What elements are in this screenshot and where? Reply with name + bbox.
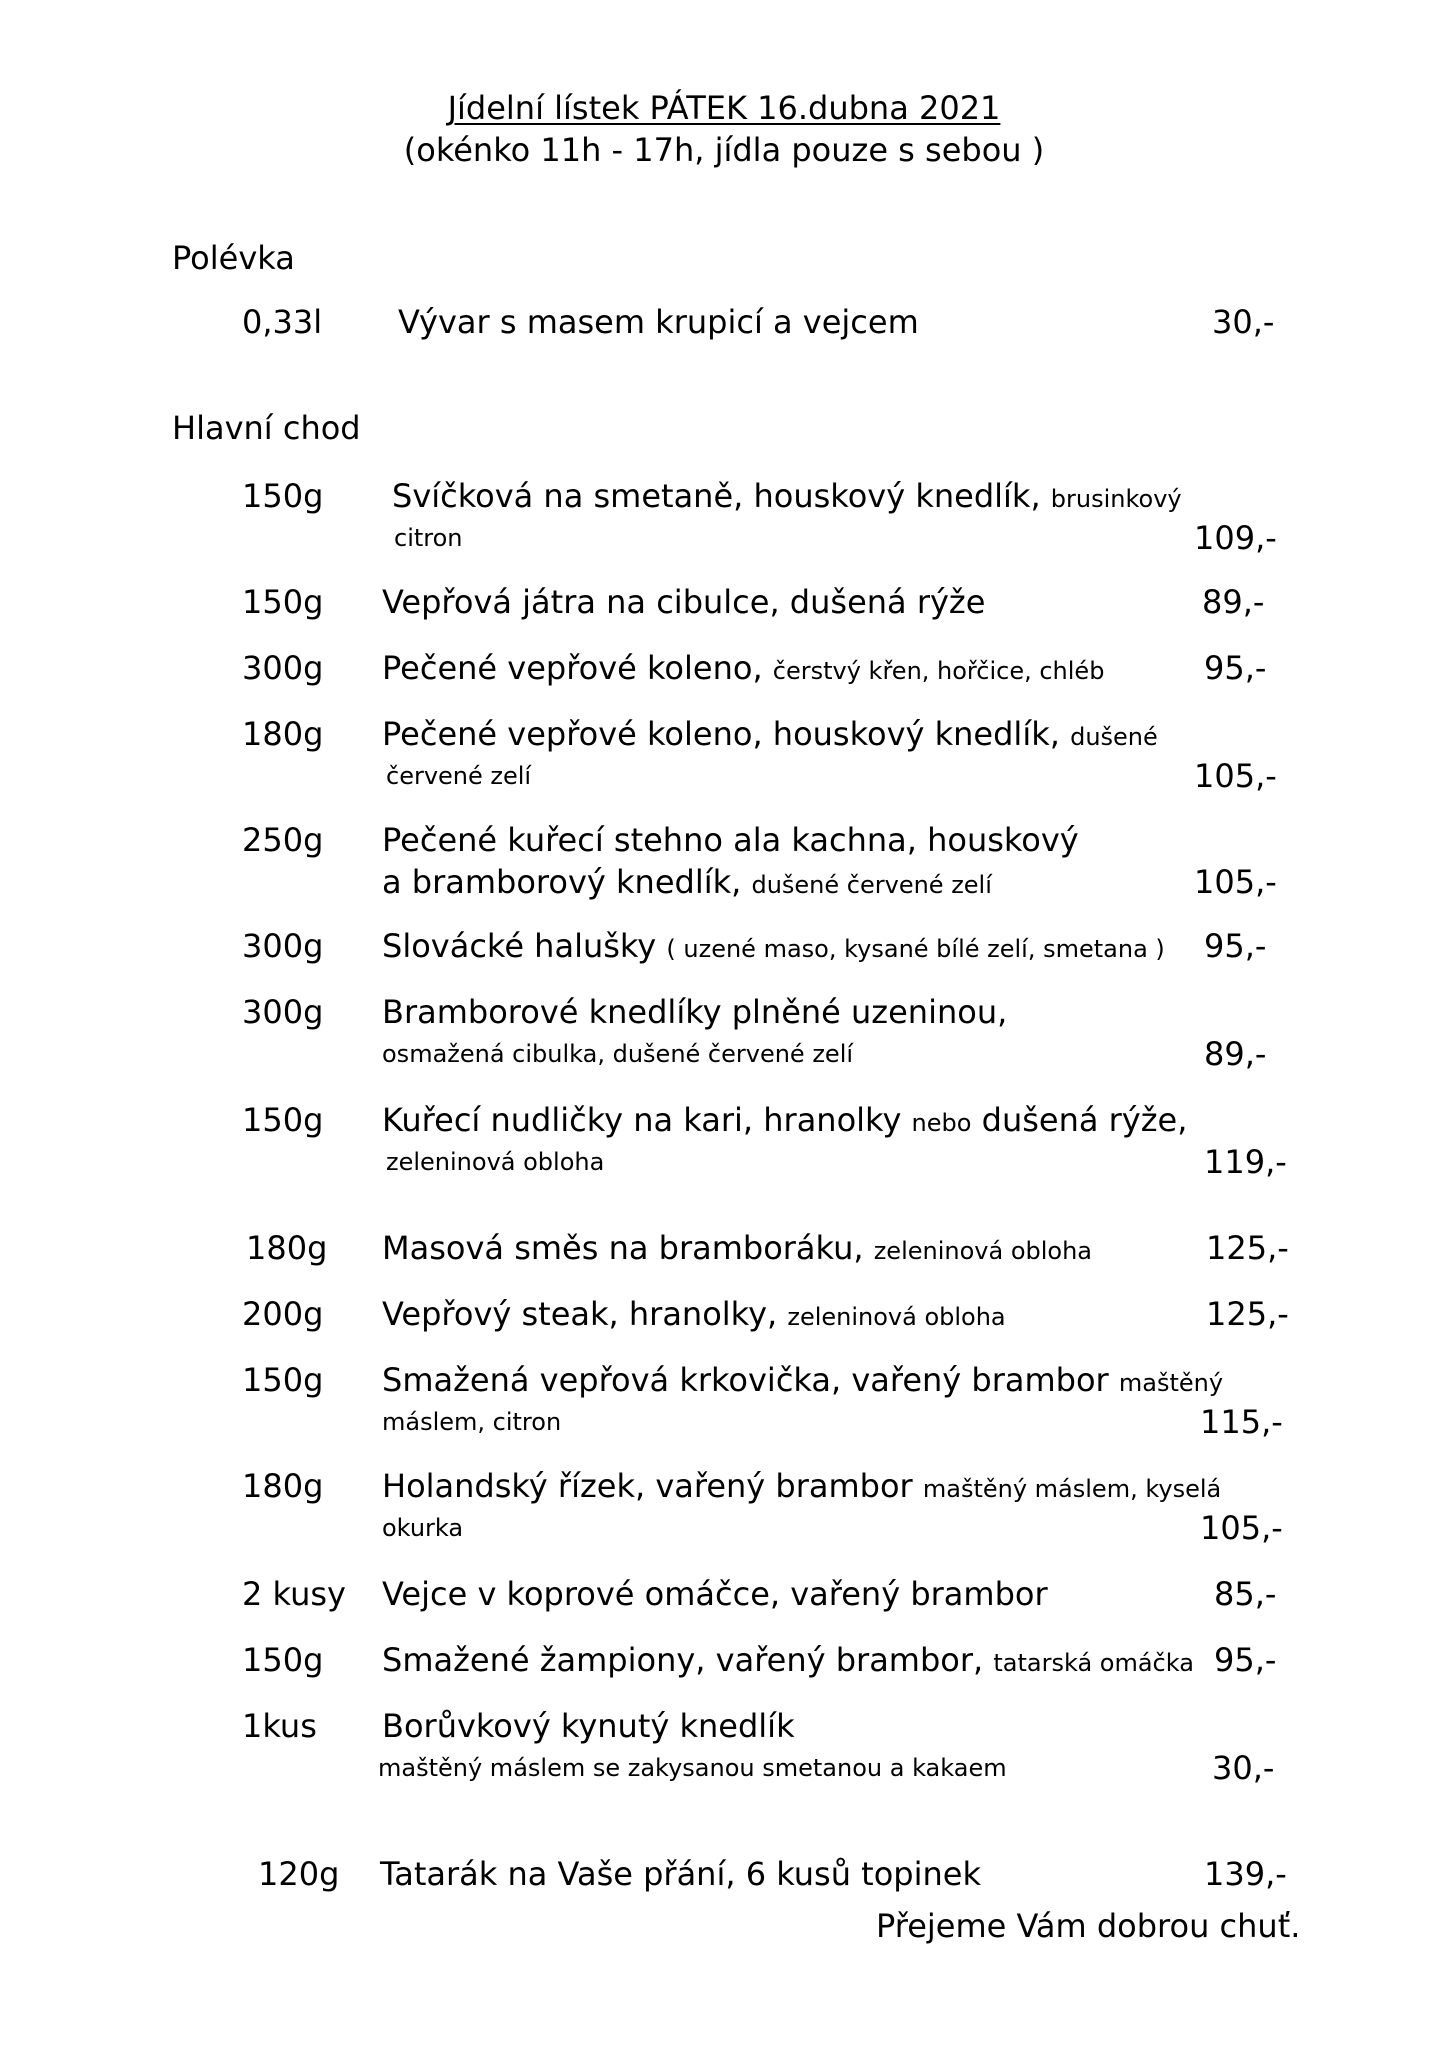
item-qty: 1kus xyxy=(242,1707,317,1745)
item-qty: 180g xyxy=(242,1467,324,1505)
item-price: 30,- xyxy=(1212,1749,1275,1787)
item-price: 95,- xyxy=(1204,649,1267,687)
item-name: Smažená vepřová krkovička, vařený brambor maštěný xyxy=(382,1361,1224,1399)
item-qty: 150g xyxy=(242,477,324,515)
item-name: Vejce v koprové omáčce, vařený brambor xyxy=(382,1575,1048,1613)
item-qty: 150g xyxy=(242,1641,324,1679)
item-qty: 300g xyxy=(242,927,324,965)
menu-subtitle: (okénko 11h - 17h, jídla pouze s sebou ) xyxy=(403,131,1045,169)
item-name: Vývar s masem krupicí a vejcem xyxy=(398,303,919,341)
item-qty: 250g xyxy=(242,821,324,859)
item-description: maštěný máslem se zakysanou smetanou a kakaem xyxy=(378,1754,1007,1782)
item-qty: 180g xyxy=(242,715,324,753)
item-price: 95,- xyxy=(1214,1641,1277,1679)
section-heading-soup: Polévka xyxy=(172,239,295,277)
item-price: 105,- xyxy=(1194,757,1277,795)
item-name: Holandský řízek, vařený brambor maštěný máslem, kyselá xyxy=(382,1467,1222,1505)
item-qty: 150g xyxy=(242,1361,324,1399)
item-name: Vepřový steak, hranolky, zeleninová obloha xyxy=(382,1295,1006,1333)
item-price: 119,- xyxy=(1204,1143,1287,1181)
item-name: Kuřecí nudličky na kari, hranolky nebo dušená rýže, xyxy=(382,1101,1188,1139)
item-name-line2: a bramborový knedlík, dušené červené zelí xyxy=(382,863,992,901)
item-name: Masová směs na bramboráku, zeleninová obloha xyxy=(382,1229,1092,1267)
item-price: 125,- xyxy=(1206,1295,1289,1333)
item-description: osmažená cibulka, dušené červené zelí xyxy=(382,1040,854,1068)
item-qty: 300g xyxy=(242,993,324,1031)
item-price: 109,- xyxy=(1194,519,1277,557)
item-qty: 200g xyxy=(242,1295,324,1333)
item-price: 105,- xyxy=(1194,863,1277,901)
item-price: 30,- xyxy=(1212,303,1275,341)
item-name: Svíčková na smetaně, houskový knedlík, brusinkový xyxy=(392,477,1182,515)
item-name: Bramborové knedlíky plněné uzeninou, xyxy=(382,993,1008,1031)
item-name: Smažené žampiony, vařený brambor, tatarská omáčka xyxy=(382,1641,1194,1679)
item-price: 105,- xyxy=(1200,1509,1283,1547)
item-name: Pečené vepřové koleno, houskový knedlík, dušené xyxy=(382,715,1158,753)
item-qty: 2 kusy xyxy=(242,1575,346,1613)
item-description: zeleninová obloha xyxy=(386,1148,605,1176)
item-description: červené zelí xyxy=(386,762,532,790)
item-name: Pečené kuřecí stehno ala kachna, houskový xyxy=(382,821,1079,859)
item-name: Borůvkový kynutý knedlík xyxy=(382,1707,795,1745)
item-price: 85,- xyxy=(1214,1575,1277,1613)
item-qty: 150g xyxy=(242,1101,324,1139)
item-price: 89,- xyxy=(1202,583,1265,621)
item-qty: 180g xyxy=(246,1229,328,1267)
item-price: 95,- xyxy=(1204,927,1267,965)
item-qty: 300g xyxy=(242,649,324,687)
item-price: 125,- xyxy=(1206,1229,1289,1267)
section-heading-main: Hlavní chod xyxy=(172,409,361,447)
item-description: okurka xyxy=(382,1514,464,1542)
footer-wish: Přejeme Vám dobrou chuť. xyxy=(876,1907,1301,1945)
item-description: máslem, citron xyxy=(382,1408,562,1436)
item-price: 89,- xyxy=(1204,1035,1267,1073)
item-qty: 120g xyxy=(258,1855,340,1893)
item-qty: 0,33l xyxy=(242,303,323,341)
item-price: 139,- xyxy=(1204,1855,1287,1893)
item-name: Vepřová játra na cibulce, dušená rýže xyxy=(382,583,986,621)
item-name: Slovácké halušky ( uzené maso, kysané bílé zelí, smetana ) xyxy=(382,927,1165,965)
item-name: Pečené vepřové koleno, čerstvý křen, hořčice, chléb xyxy=(382,649,1105,687)
item-name: Tatarák na Vaše přání, 6 kusů topinek xyxy=(380,1855,981,1893)
menu-title: Jídelní lístek PÁTEK 16.dubna 2021 xyxy=(447,89,1001,127)
item-description: citron xyxy=(394,524,463,552)
item-price: 115,- xyxy=(1200,1403,1283,1441)
item-qty: 150g xyxy=(242,583,324,621)
